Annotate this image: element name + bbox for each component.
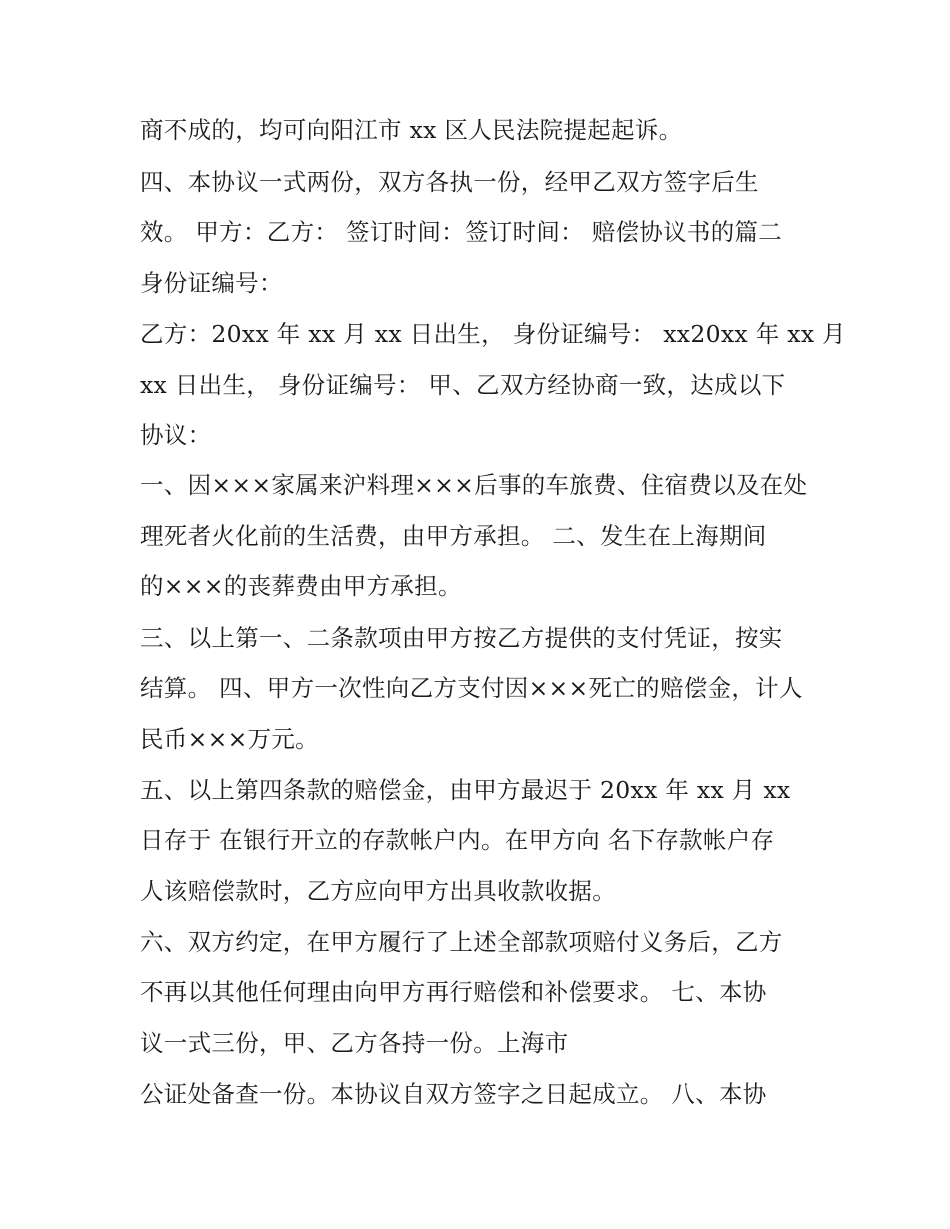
text-line: 日存于 在银行开立的存款帐户内。在甲方向 名下存款帐户存: [140, 826, 775, 854]
text-line: 民币×××万元。: [140, 725, 319, 753]
text-line: 商不成的，均可向阳江市 xx 区人民法院提起起诉。: [140, 116, 683, 144]
text-line: 三、以上第一、二条款项由甲方按乙方提供的支付凭证，按实: [140, 624, 783, 652]
text-line: 结算。 四、甲方一次性向乙方支付因×××死亡的赔偿金，计人: [140, 674, 803, 702]
text-line: 六、双方约定，在甲方履行了上述全部款项赔付义务后，乙方: [140, 928, 783, 956]
text-line: 四、本协议一式两份，双方各执一份，经甲乙双方签字后生: [140, 168, 759, 196]
text-line: 效。 甲方：乙方： 签订时间：签订时间： 赔偿协议书的篇二: [140, 218, 783, 246]
text-line: 身份证编号：: [140, 269, 283, 297]
text-line: xx 日出生， 身份证编号： 甲、乙双方经协商一致，达成以下: [140, 371, 786, 399]
text-line: 人该赔偿款时，乙方应向甲方出具收款收据。: [140, 877, 616, 905]
text-line: 公证处备查一份。本协议自双方签字之日起成立。 八、本协: [140, 1080, 767, 1108]
text-line: 议一式三份，甲、乙方各持一份。上海市: [140, 1029, 569, 1057]
text-line: 理死者火化前的生活费，由甲方承担。 二、发生在上海期间: [140, 522, 767, 550]
text-line: 乙方：20xx 年 xx 月 xx 日出生， 身份证编号： xx20xx 年 xx 月: [140, 320, 846, 348]
text-line: 的×××的丧葬费由甲方承担。: [140, 572, 462, 600]
text-line: 一、因×××家属来沪料理×××后事的车旅费、住宿费以及在处: [140, 471, 808, 499]
text-line: 不再以其他任何理由向甲方再行赔偿和补偿要求。 七、本协: [140, 978, 767, 1006]
text-line: 协议：: [140, 421, 212, 449]
text-line: 五、以上第四条款的赔偿金，由甲方最迟于 20xx 年 xx 月 xx: [140, 776, 791, 804]
